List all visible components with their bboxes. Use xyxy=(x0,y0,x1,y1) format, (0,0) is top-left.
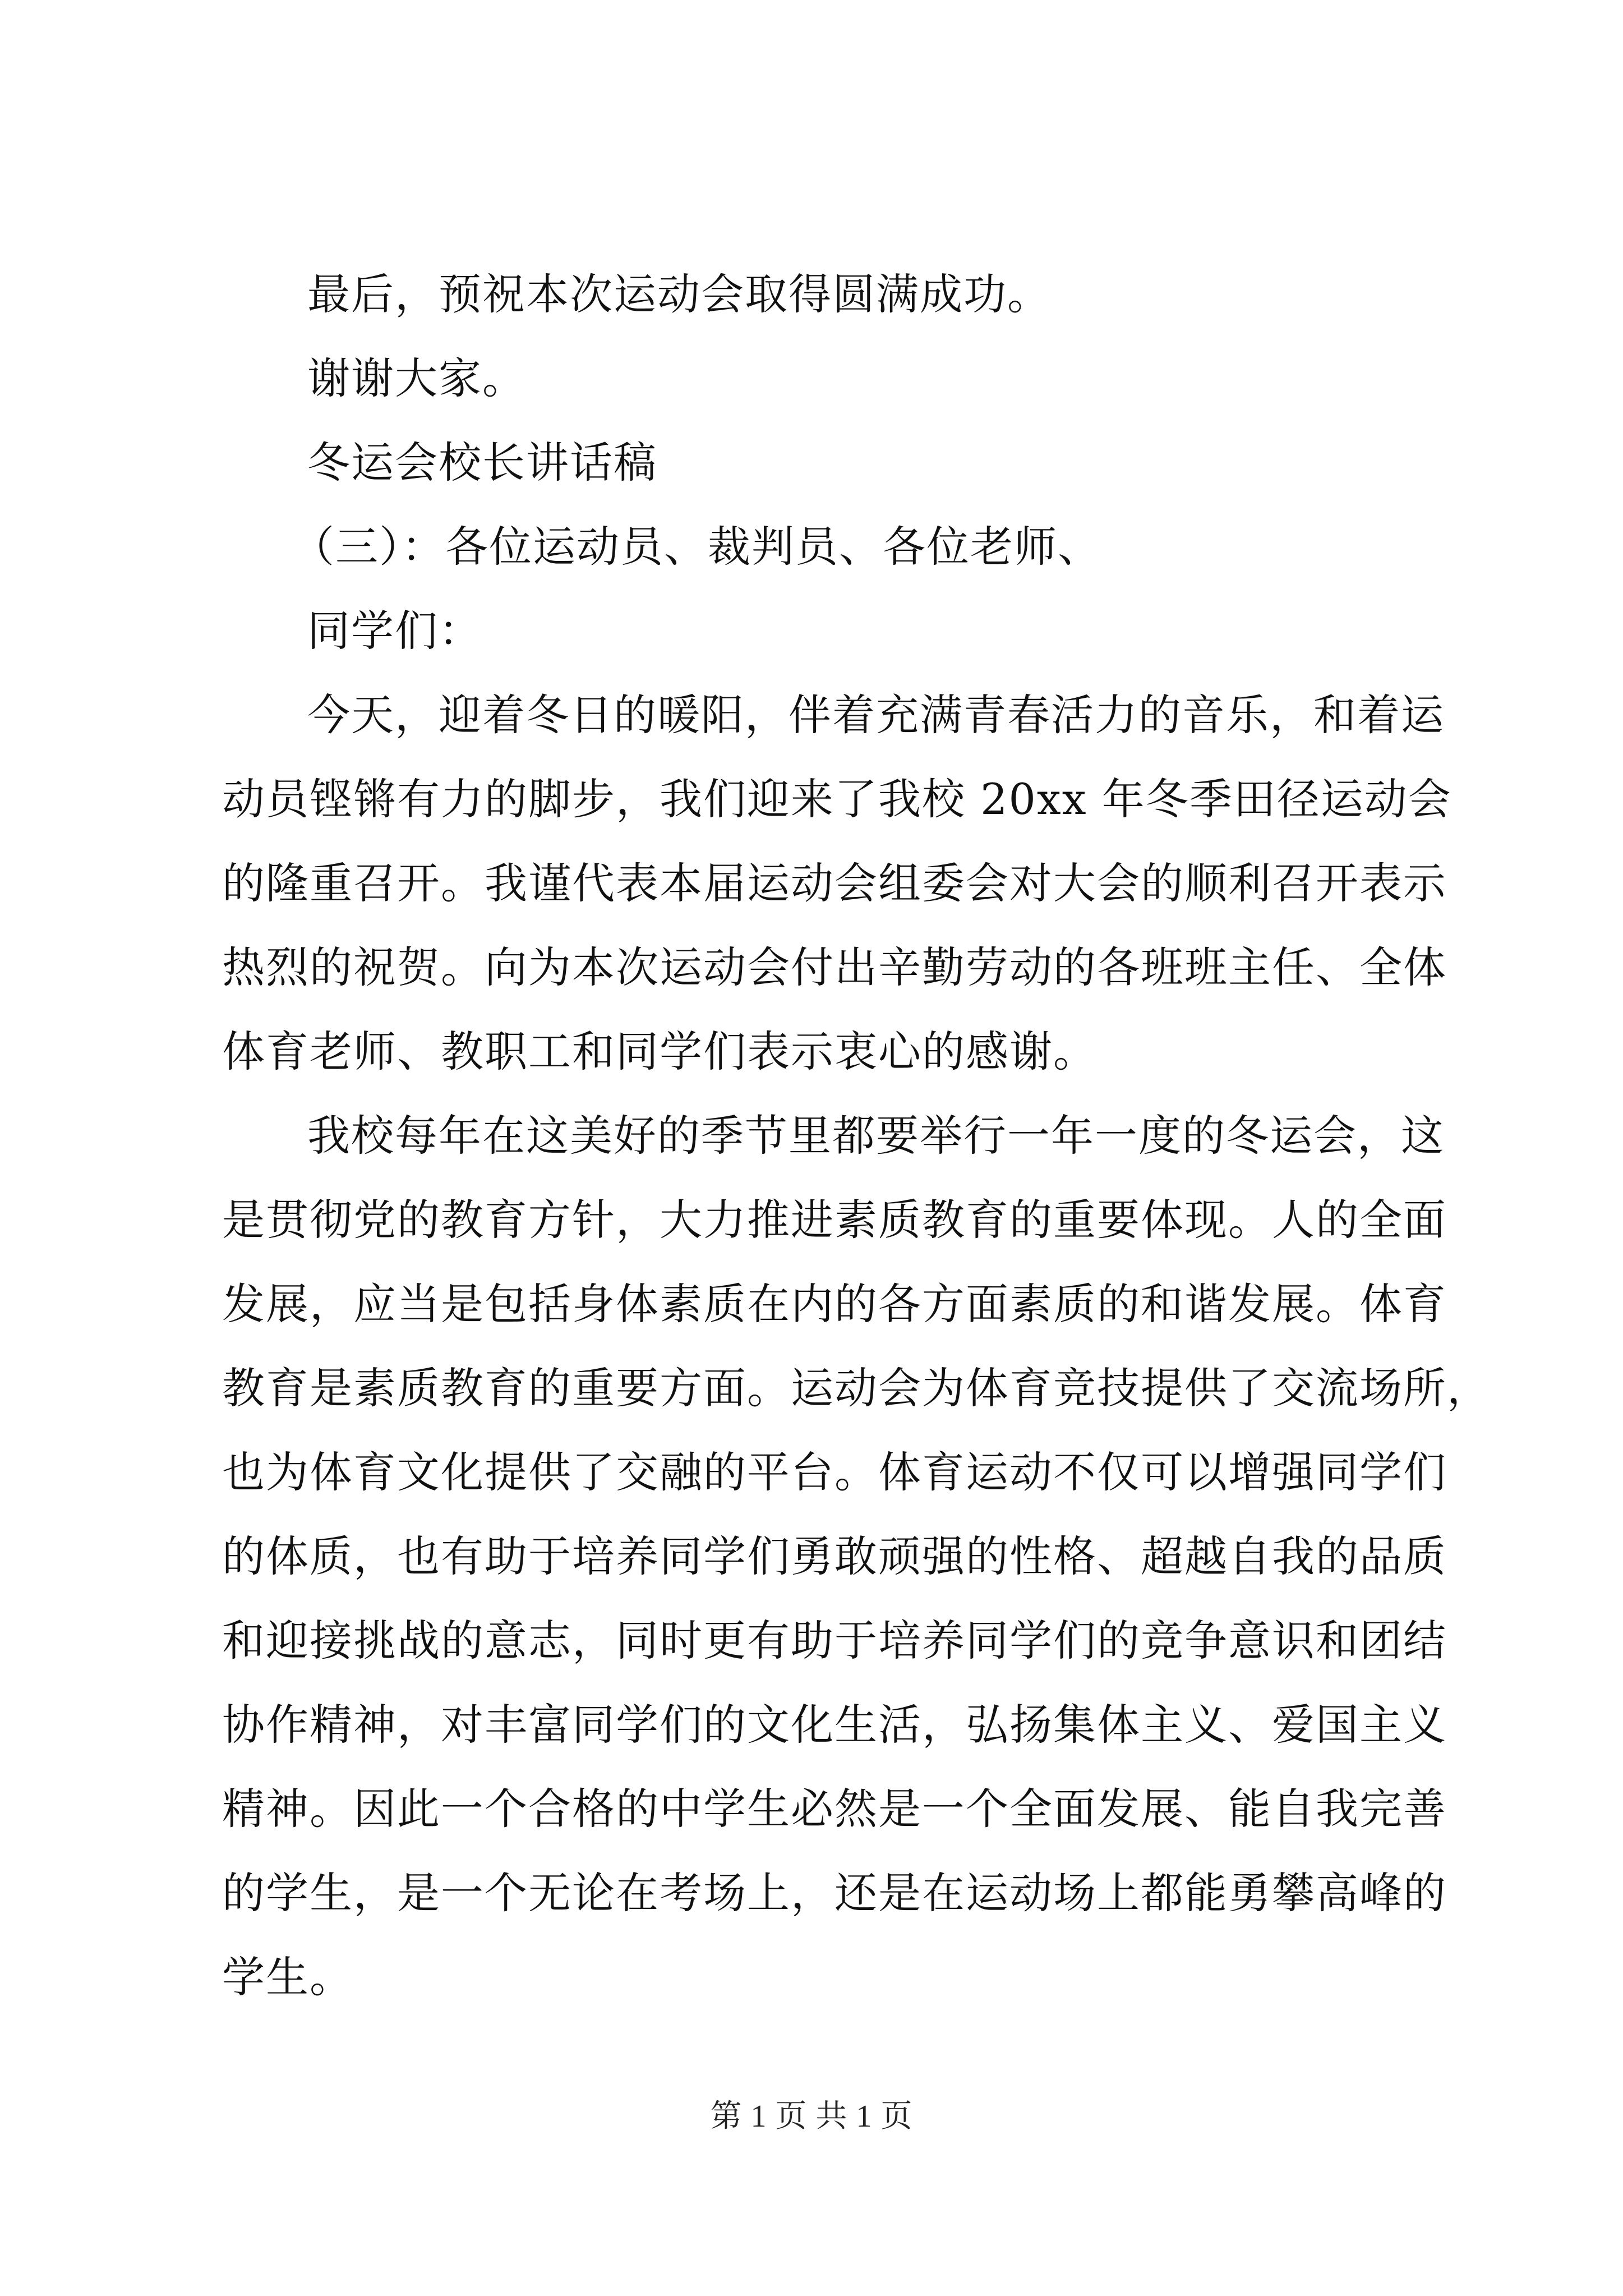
paragraph-line: 的学生，是一个无论在考场上，还是在运动场上都能勇攀高峰的 xyxy=(222,1868,1447,1918)
paragraph-line: 发展，应当是包括身体素质在内的各方面素质的和谐发展。体育 xyxy=(222,1279,1447,1329)
paragraph-line: 学生。 xyxy=(222,1952,353,2002)
paragraph-line: 是贯彻党的教育方针，大力推进素质教育的重要体现。人的全面 xyxy=(222,1195,1447,1245)
paragraph-line: 的体质，也有助于培养同学们勇敢顽强的性格、超越自我的品质 xyxy=(222,1531,1447,1581)
paragraph-significance xyxy=(222,1094,1491,2019)
paragraph-line: 热烈的祝贺。向为本次运动会付出辛勤劳动的各班班主任、全体 xyxy=(222,942,1447,992)
paragraph-line: 我校每年在这美好的季节里都要举行一年一度的冬运会，这 xyxy=(307,1111,1445,1161)
thanks-line: 谢谢大家。 xyxy=(307,353,526,403)
paragraph-line: 精神。因此一个合格的中学生必然是一个全面发展、能自我完善 xyxy=(222,1784,1447,1834)
paragraph-line: 的隆重召开。我谨代表本届运动会组委会对大会的顺利召开表示 xyxy=(222,858,1447,908)
paragraph-line: 和迎接挑战的意志，同时更有助于培养同学们的竞争意识和团结 xyxy=(222,1616,1447,1665)
closing-line: 最后，预祝本次运动会取得圆满成功。 xyxy=(307,269,1051,319)
paragraph-line: 协作精神，对丰富同学们的文化生活，弘扬集体主义、爱国主义 xyxy=(222,1700,1447,1750)
document-body xyxy=(222,252,1491,2019)
section-title: 冬运会校长讲话稿 xyxy=(307,438,657,487)
salutation-continued: 同学们： xyxy=(307,606,482,656)
paragraph-line: 也为体育文化提供了交融的平台。体育运动不仅可以增强同学们 xyxy=(222,1447,1447,1497)
paragraph-line: 体育老师、教职工和同学们表示衷心的感谢。 xyxy=(222,1027,1097,1076)
paragraph-line: 动员铿锵有力的脚步，我们迎来了我校 20xx 年冬季田径运动会 xyxy=(222,774,1452,824)
paragraph-line: 今天，迎着冬日的暖阳，伴着充满青春活力的音乐，和着运 xyxy=(307,690,1445,740)
paragraph-line: 教育是素质教育的重要方面。运动会为体育竞技提供了交流场所， xyxy=(222,1363,1491,1413)
paragraph-opening xyxy=(222,673,1452,1094)
page-number-footer: 第 1 页 共 1 页 xyxy=(710,2099,913,2134)
salutation-line: （三）：各位运动员、裁判员、各位老师、 xyxy=(292,522,1101,572)
